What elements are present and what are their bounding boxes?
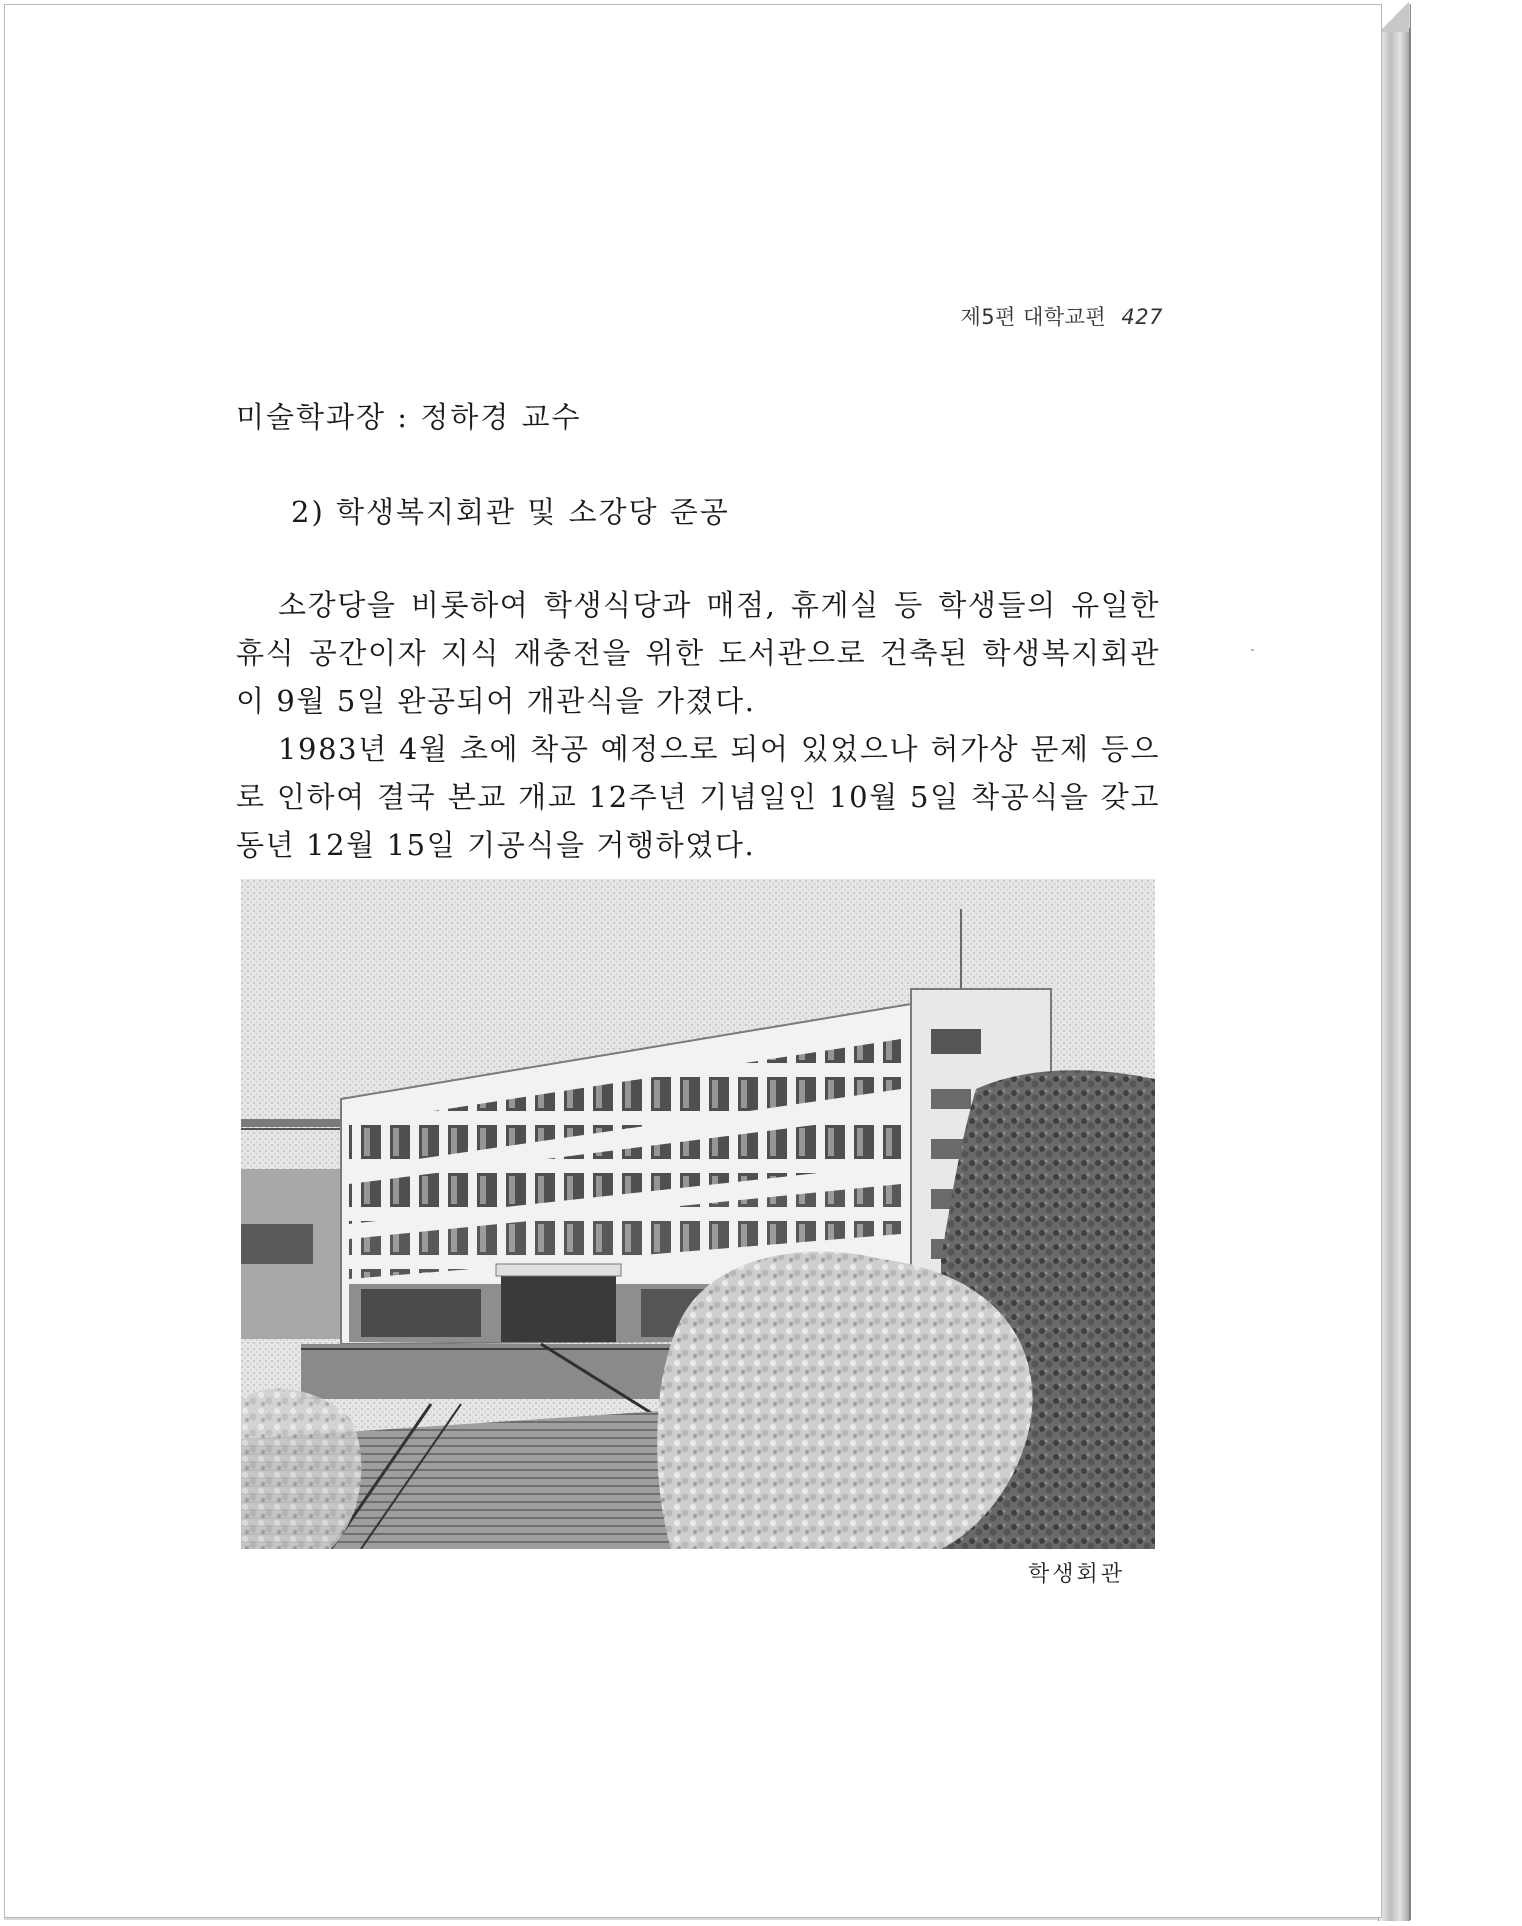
- header-part: 제5편: [960, 305, 1016, 329]
- body-text: [236, 581, 1160, 869]
- page-number: 427: [1121, 305, 1163, 329]
- paragraph-1: 소강당을 비롯하여 학생식당과 매점, 휴게실 등 학생들의 유일한 휴식 공간이자 지식 재충전을 위한 도서관으로 건축된 학생복지회관이 9월 5일 완공되어 개관식을 가졌다.: [236, 588, 1160, 718]
- blossom-tree: [657, 1252, 1032, 1550]
- page-stack-edge: [1378, 28, 1410, 1921]
- paragraph-2: 1983년 4월 초에 착공 예정으로 되어 있었으나 허가상 문제 등으로 인하여 결국 본교 개교 12주년 기념일인 10월 5일 착공식을 갖고 동년 12월 15일 기공식을 거행하였다.: [236, 732, 1160, 862]
- section-heading: 2) 학생복지회관 및 소강당 준공: [291, 495, 730, 529]
- building-photo: [241, 879, 1155, 1549]
- building-photo-illustration: [241, 879, 1155, 1549]
- department-head-line: 미술학과장 : 정하경 교수: [236, 400, 582, 434]
- header-section: 대학교편: [1023, 305, 1107, 329]
- photo-caption: 학생회관: [1027, 1562, 1125, 1587]
- book-page: [4, 4, 1382, 1918]
- shrub-left: [241, 1389, 361, 1549]
- running-header: [960, 301, 1163, 331]
- scan-artifact: [1251, 649, 1254, 651]
